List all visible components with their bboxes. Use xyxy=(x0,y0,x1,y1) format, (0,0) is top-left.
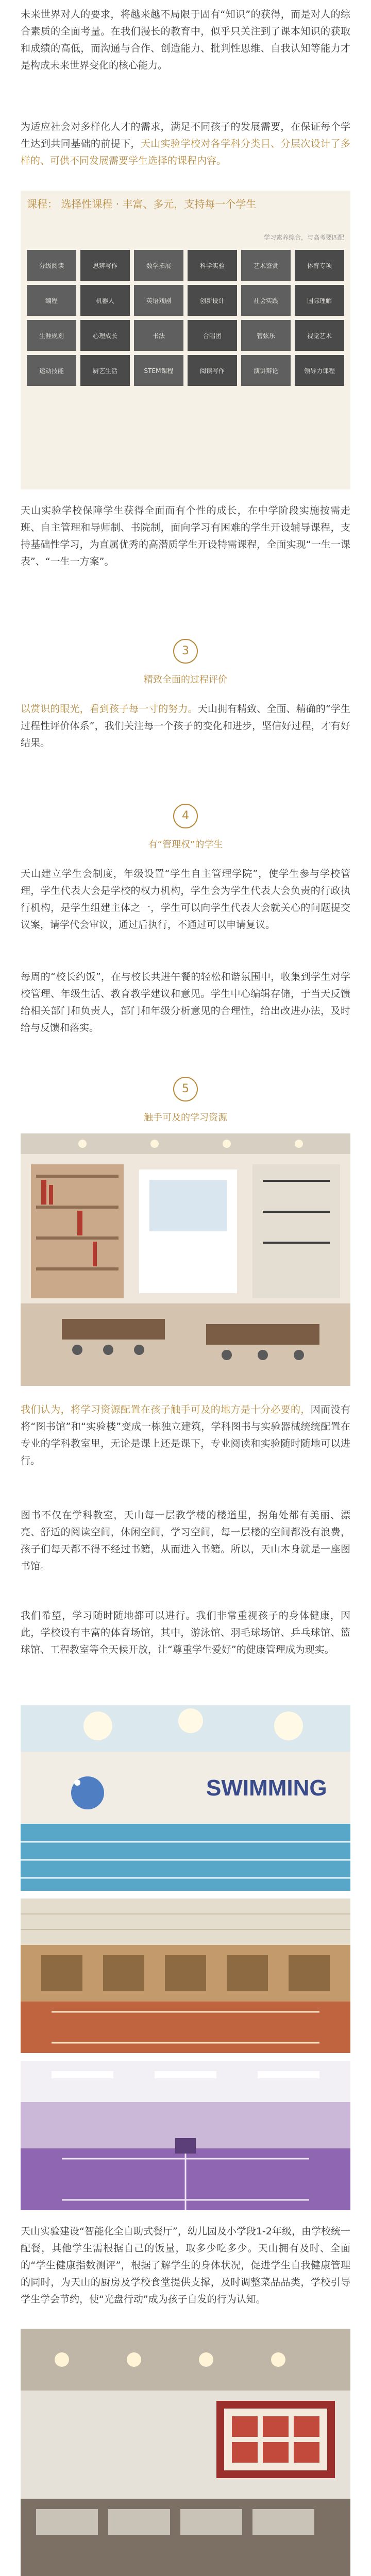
intro-paragraph-2-text: 为适应社会对多样化人才的需求，满足不同孩子的发展需要，在保证每个学生达到共同基础的前提下， xyxy=(21,121,350,149)
section-title-4: 有“管理权”的学生 xyxy=(148,839,223,850)
course-tile: 书法 xyxy=(134,320,183,351)
course-tile: 编程 xyxy=(27,285,76,316)
course-tile: 英语戏剧 xyxy=(134,285,183,316)
swimming-pool-illustration xyxy=(21,1705,350,1891)
course-tile: 心理成长 xyxy=(80,320,130,351)
course-tile: 科学实验 xyxy=(188,250,237,281)
sports-hall-illustration xyxy=(21,1899,350,2053)
section-title-5: 触手可及的学习资源 xyxy=(144,1112,227,1123)
eval-text: 天山拥有精致、全面、精确的“学生过程性评价体系”，我们关注每一个孩子的变化和进步，坚信好过程，才有好结果。 xyxy=(21,703,350,749)
section-number-5: 5 xyxy=(173,1077,198,1101)
canteen-photo xyxy=(21,2329,350,2576)
course-tile: 管弦乐 xyxy=(241,320,291,351)
intro-paragraph-2-highlight: 天山实验学校对各学科分类目、分层次设计了多样的、可供不同发展需要学生选择的课程内容。 xyxy=(21,138,350,166)
course-tile: 分级阅读 xyxy=(27,250,76,281)
pool-sign: SWIMMING xyxy=(206,1775,327,1801)
resources-text: 因而没有将“图书馆”和“实验楼”变成一栋独立建筑，学科图书与实验器械统统配置在专业的学科教室里，无论是课上还是课下，专业阅读和实验随时随地可以进行。 xyxy=(21,1404,350,1466)
course-grid xyxy=(27,250,344,386)
eval-highlight: 以赏识的眼光，看到孩子每一寸的努力。 xyxy=(21,703,198,715)
resources-paragraph-1 xyxy=(21,1401,350,1469)
badminton-hall-photo xyxy=(21,2061,350,2210)
resources-paragraph-4: 天山实验建设“智能化全自助式餐厅”，幼儿园及小学段1-2年级，由学校统一配餐，其他学生需根据自己的饭量，取多少吃多少。天山拥有及时、全面的“学生健康指数测评”，根据了解学生的身体状况，促进学生自我健康管理的同时，为天山的厨房及学校食堂提供支撑，及时调整菜品品类，学校引导学生学会节约，使“光盘行动”成为孩子自发的行为认知。 xyxy=(21,2226,350,2305)
course-tile: 视觉艺术 xyxy=(295,320,344,351)
course-tile: 机器人 xyxy=(80,285,130,316)
course-tile: 阅读写作 xyxy=(188,355,237,386)
manage-paragraph-1: 天山建立学生会制度，年级设置“学生自主管理学院”，使学生参与学校管理，学生代表大会是学校的权力机构，学生会为学生代表大会负责的行政执行机构，是学生组建主体之一，学生可以向学生代表大会就关心的问题提交议案，请学代会审议，通过后执行，不通过可以申请复议。 xyxy=(21,868,350,930)
course-tile: 艺术鉴赏 xyxy=(241,250,291,281)
section-number-3: 3 xyxy=(173,639,198,664)
library-photo xyxy=(21,1133,350,1386)
manage-paragraph-2: 每周的“校长约饭”，在与校长共进午餐的轻松和谐氛围中，收集到学生对学校管理、年级生活、教育教学建议和意见。学生中心编辑存储，于当天反馈给相关部门和负责人，部门和年级分析意见的合理性，给出改进办法，及时给与反馈和落实。 xyxy=(21,971,350,1033)
course-tile: 体育专项 xyxy=(295,250,344,281)
intro-paragraph-2 xyxy=(21,118,350,170)
sports-hall-photo xyxy=(21,1899,350,2053)
course-tile: 思辨写作 xyxy=(80,250,130,281)
course-panel-title: 课程： 选择性课程 · 丰富、多元，支持每一个学生 xyxy=(27,198,257,210)
course-tile: 生涯规划 xyxy=(27,320,76,351)
course-summary-paragraph: 天山实验学校保障学生获得全面而有个性的成长，在中学阶段实施按需走班、自主管理和导师制、书院制，面向学习有困难的学生开设辅导课程，支持基础性学习，为直属优秀的高潜质学生开设特需课程，全面实现“一生一课表”、“一生一方案”。 xyxy=(21,505,350,567)
resources-highlight: 我们认为，将学习资源配置在孩子触手可及的地方是十分必要的， xyxy=(21,1404,311,1415)
course-tile: 国际理解 xyxy=(295,285,344,316)
course-tile: 社会实践 xyxy=(241,285,291,316)
section-number-4: 4 xyxy=(173,804,198,828)
course-tile: 创新设计 xyxy=(188,285,237,316)
course-tile: 合唱团 xyxy=(188,320,237,351)
canteen-illustration xyxy=(21,2329,350,2576)
course-tile: 运动技能 xyxy=(27,355,76,386)
course-tile: 领导力课程 xyxy=(295,355,344,386)
course-panel-note: 学习素养综合，与高考要匹配 xyxy=(263,234,344,241)
intro-paragraph-1: 未来世界对人的要求，将越来越不局限于固有“知识”的获得，而是对人的综合素质的全面考量。在我们漫长的教育中，似乎只关注到了课本知识的获取和成绩的高低，而沟通与合作、创造能力、批判性思维、自我认知等能力才是构成未来世界变化的核心能力。 xyxy=(21,9,350,71)
course-tile: 演讲辩论 xyxy=(241,355,291,386)
resources-paragraph-3: 我们希望，学习随时随地都可以进行。我们非常重视孩子的身体健康，因此，学校设有丰富的体育场馆，其中，游泳馆、羽毛球场馆、乒乓球馆、篮球馆、工程教室等全天候开放，让“尊重学生爱好”的健康管理成为现实。 xyxy=(21,1610,350,1655)
section-title-3: 精致全面的过程评价 xyxy=(144,674,227,685)
course-tile: 厨艺生活 xyxy=(80,355,130,386)
course-tile: 数学拓展 xyxy=(134,250,183,281)
badminton-hall-illustration xyxy=(21,2061,350,2210)
course-tile: STEM课程 xyxy=(134,355,183,386)
resources-paragraph-2: 图书不仅在学科教室，天山每一层教学楼的楼道里，拐角处都有美丽、漂亮、舒适的阅读空间，休闲空间，学习空间，每一层楼的空间都没有浪费，孩子们每天都不得不经过书籍，从而进入书籍。所以，天山本身就是一座图书馆。 xyxy=(21,1510,350,1572)
library-illustration xyxy=(21,1133,350,1386)
swimming-pool-photo xyxy=(21,1705,350,1891)
eval-paragraph xyxy=(21,701,350,752)
